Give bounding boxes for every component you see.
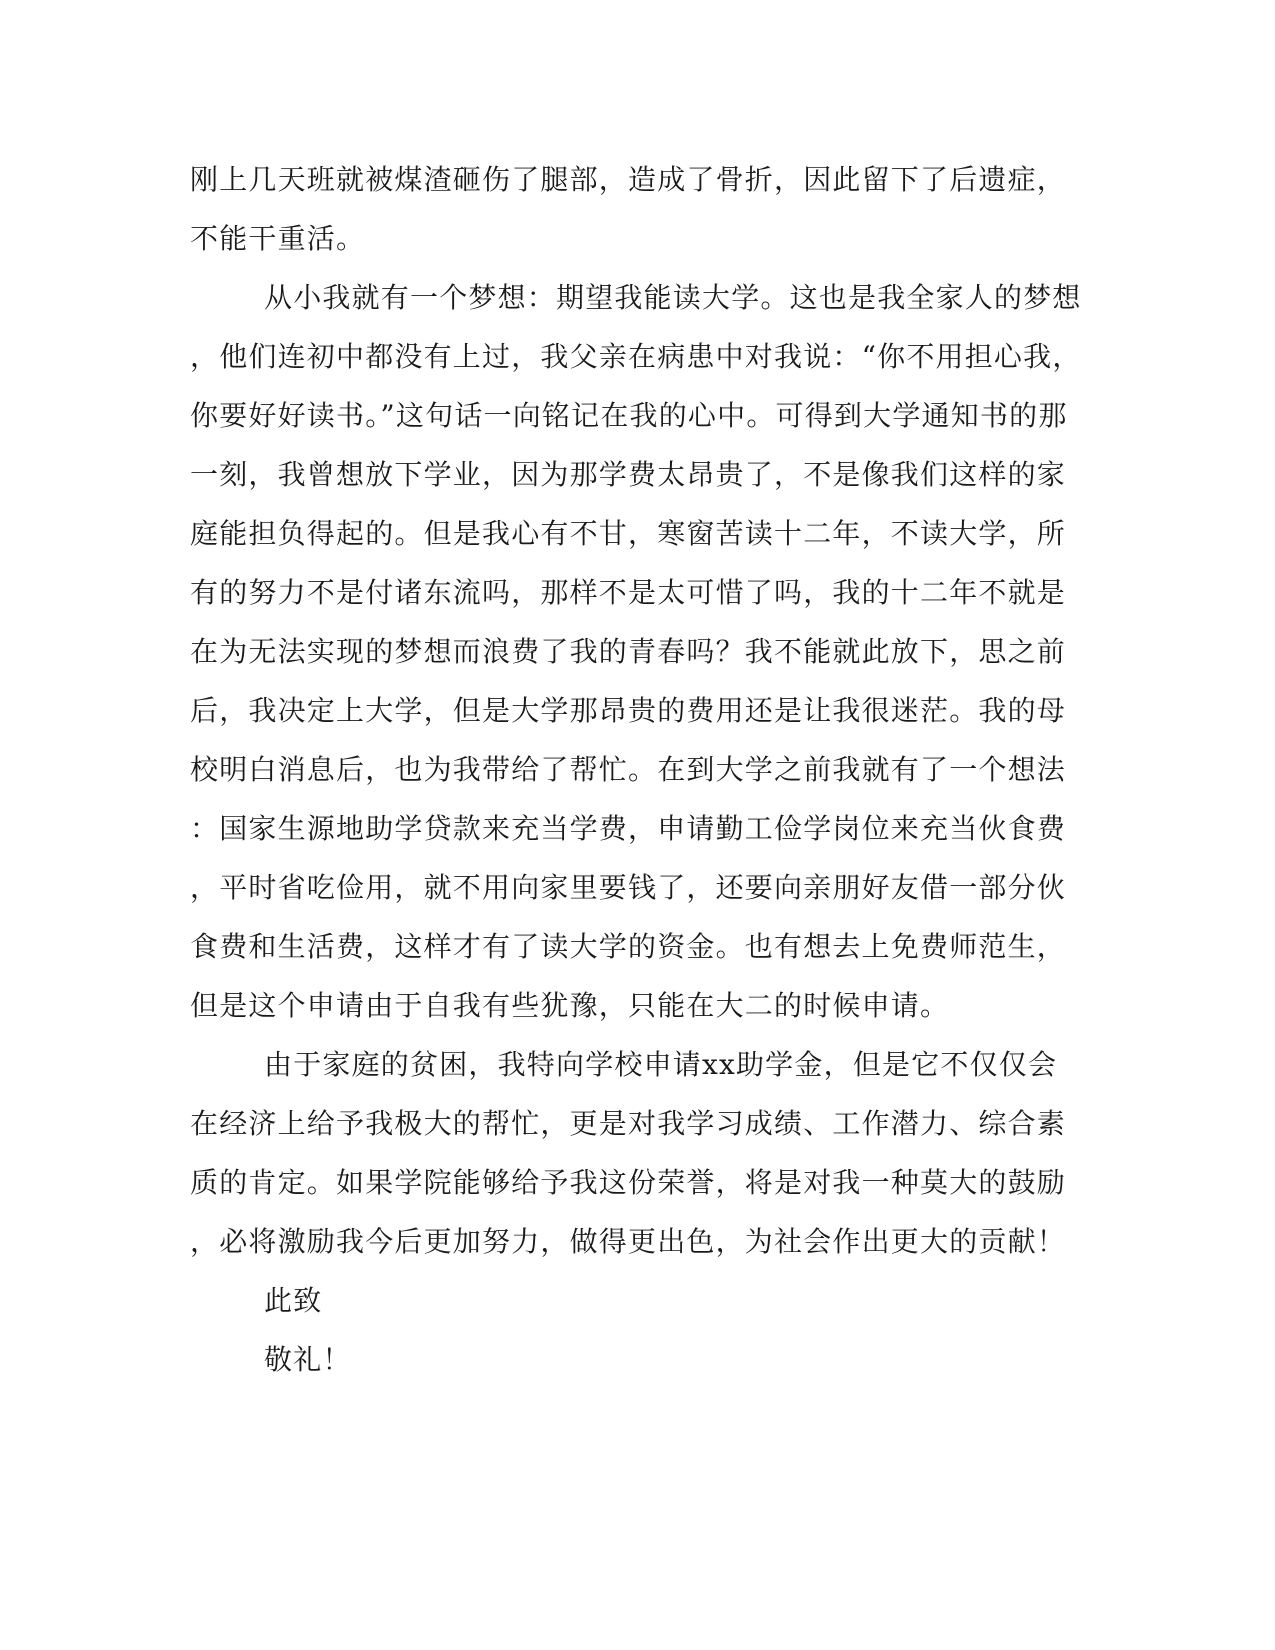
text-line: 在为无法实现的梦想而浪费了我的青春吗？我不能就此放下，思之前: [190, 635, 1067, 668]
text-line: 食费和生活费，这样才有了读大学的资金。也有想去上免费师范生，: [190, 930, 1067, 963]
closing-salutation: 此致: [264, 1284, 323, 1317]
text-line: 庭能担负得起的。但是我心有不甘，寒窗苦读十二年，不读大学，所: [190, 517, 1067, 550]
text-line: 你要好好读书。”这句话一向铭记在我的心中。可得到大学通知书的那: [190, 399, 1068, 432]
text-line: ：国家生源地助学贷款来充当学费，申请勤工俭学岗位来充当伙食费: [190, 812, 1067, 845]
text-line: 后，我决定上大学，但是大学那昂贵的费用还是让我很迷茫。我的母: [190, 694, 1067, 727]
text-line: 质的肯定。如果学院能够给予我这份荣誉，将是对我一种莫大的鼓励: [190, 1166, 1067, 1199]
text-line: 但是这个申请由于自我有些犹豫，只能在大二的时候申请。: [190, 989, 950, 1022]
text-line: ，必将激励我今后更加努力，做得更出色，为社会作出更大的贡献！: [190, 1225, 1067, 1258]
text-line: 有的努力不是付诸东流吗，那样不是太可惜了吗，我的十二年不就是: [190, 576, 1067, 609]
text-line: 在经济上给予我极大的帮忙，更是对我学习成绩、工作潜力、综合素: [190, 1107, 1067, 1140]
text-line: ，平时省吃俭用，就不用向家里要钱了，还要向亲朋好友借一部分伙: [190, 871, 1067, 904]
text-line: 刚上几天班就被煤渣砸伤了腿部，造成了骨折，因此留下了后遗症，: [190, 163, 1067, 196]
text-line: 由于家庭的贫困，我特向学校申请xx助学金，但是它不仅仅会: [264, 1048, 1058, 1081]
text-line: ，他们连初中都没有上过，我父亲在病患中对我说：“你不用担心我，: [190, 340, 1082, 373]
closing-regards: 敬礼！: [264, 1343, 352, 1376]
text-line: 从小我就有一个梦想：期望我能读大学。这也是我全家人的梦想: [264, 281, 1082, 314]
text-line: 一刻，我曾想放下学业，因为那学费太昂贵了，不是像我们这样的家: [190, 458, 1067, 491]
text-line: 不能干重活。: [190, 222, 366, 255]
text-line: 校明白消息后，也为我带给了帮忙。在到大学之前我就有了一个想法: [190, 753, 1067, 786]
